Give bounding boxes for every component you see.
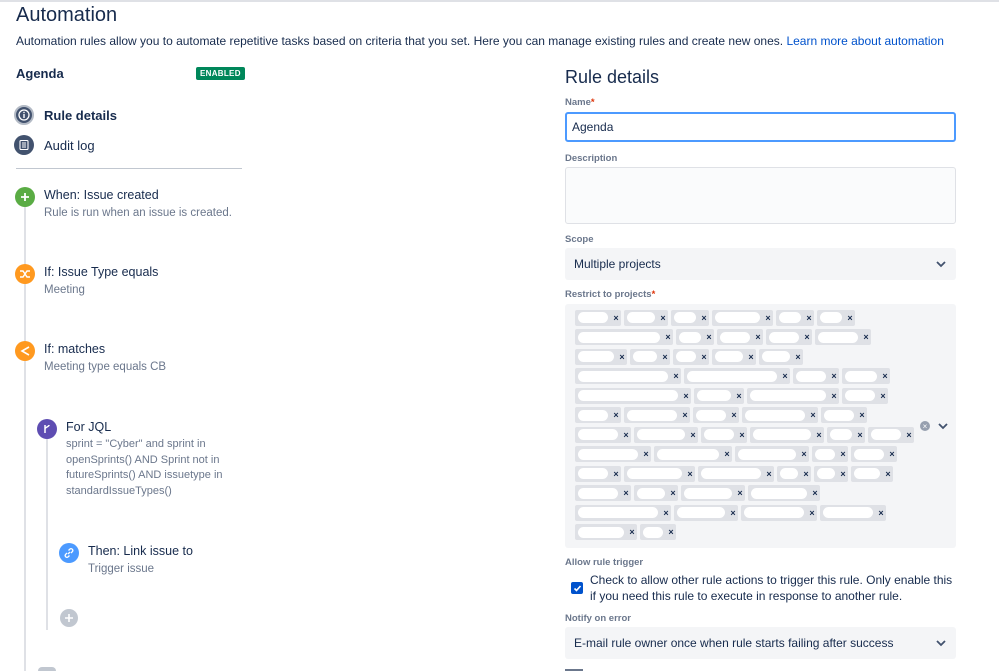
close-icon[interactable]: × <box>857 429 863 440</box>
flow-step-subtitle: Meeting <box>44 284 85 296</box>
close-icon[interactable]: × <box>670 488 676 499</box>
project-tag[interactable] <box>674 505 738 521</box>
close-icon[interactable]: × <box>701 351 707 362</box>
project-tag[interactable] <box>817 310 855 326</box>
close-icon[interactable]: × <box>613 312 619 323</box>
scope-value: Multiple projects <box>574 257 661 271</box>
close-icon[interactable]: × <box>683 390 689 401</box>
project-tag[interactable] <box>827 427 865 443</box>
project-tag[interactable] <box>759 349 803 365</box>
allow-trigger-checkbox[interactable] <box>571 582 583 594</box>
close-icon[interactable]: × <box>803 468 809 479</box>
project-tag[interactable] <box>842 368 890 384</box>
close-icon[interactable]: × <box>660 312 666 323</box>
page-intro <box>16 34 944 48</box>
project-tags <box>575 308 915 542</box>
nav-rule-details[interactable] <box>14 104 117 126</box>
project-tag[interactable] <box>634 427 698 443</box>
flow-step-title: When: Issue created <box>44 188 159 202</box>
project-tag[interactable] <box>712 349 756 365</box>
close-icon[interactable]: × <box>619 351 625 362</box>
plus-icon <box>15 187 35 207</box>
top-border <box>0 0 999 2</box>
close-icon[interactable]: × <box>863 332 869 343</box>
flow-step-condition-issue-type[interactable] <box>15 264 158 298</box>
project-tag[interactable] <box>575 310 621 326</box>
close-icon[interactable]: × <box>810 410 816 421</box>
close-icon[interactable]: × <box>840 449 846 460</box>
close-icon[interactable]: × <box>801 449 807 460</box>
close-icon[interactable]: × <box>736 390 742 401</box>
close-icon[interactable]: × <box>665 332 671 343</box>
project-tag[interactable] <box>624 407 690 423</box>
next-field-label <box>565 667 595 671</box>
page-title: Automation <box>16 4 118 26</box>
project-tag[interactable] <box>851 466 893 482</box>
flow-step-trigger[interactable] <box>15 187 232 221</box>
project-tag[interactable] <box>684 368 790 384</box>
project-tag[interactable] <box>701 427 747 443</box>
flow-step-subtitle: sprint = "Cyber" and sprint in openSprints() AND Sprint not in futureSprints() AND issuetype in standardIssueTypes() <box>66 438 223 497</box>
close-icon[interactable]: × <box>906 429 912 440</box>
project-tag[interactable] <box>812 446 848 462</box>
allow-trigger-field <box>571 572 960 604</box>
close-icon[interactable]: × <box>765 312 771 323</box>
flow-step-title: For JQL <box>66 420 112 434</box>
close-icon[interactable]: × <box>809 507 815 518</box>
close-icon[interactable]: × <box>889 449 895 460</box>
close-icon[interactable]: × <box>806 312 812 323</box>
project-tag[interactable] <box>776 310 814 326</box>
project-tag[interactable] <box>634 485 678 501</box>
project-tag[interactable] <box>814 466 848 482</box>
scope-label: Scope <box>565 234 594 245</box>
close-icon[interactable]: × <box>668 527 674 538</box>
project-tag[interactable] <box>868 427 914 443</box>
name-input[interactable]: Agenda <box>565 112 956 142</box>
flow-step-condition-matches[interactable] <box>15 341 166 375</box>
shuffle-icon <box>15 264 35 284</box>
status-badge: ENABLED <box>196 67 245 80</box>
close-icon[interactable]: × <box>724 449 730 460</box>
project-tag[interactable] <box>575 427 631 443</box>
close-icon[interactable]: × <box>613 468 619 479</box>
project-tag[interactable] <box>815 329 871 345</box>
project-tag[interactable] <box>575 524 637 540</box>
project-tag[interactable] <box>694 388 744 404</box>
project-tag[interactable] <box>624 310 668 326</box>
flow-step-title: If: matches <box>44 342 106 356</box>
add-component-button-lower[interactable] <box>38 667 56 671</box>
project-tag[interactable] <box>851 446 897 462</box>
project-tag[interactable] <box>777 466 811 482</box>
close-icon[interactable]: × <box>812 488 818 499</box>
project-tag[interactable] <box>741 505 817 521</box>
project-tag[interactable] <box>575 485 631 501</box>
restrict-label: Restrict to projects* <box>565 289 656 300</box>
close-icon[interactable]: × <box>643 449 649 460</box>
close-icon[interactable]: × <box>737 488 743 499</box>
project-tag[interactable] <box>630 349 670 365</box>
close-icon[interactable]: × <box>706 332 712 343</box>
close-icon[interactable]: × <box>885 468 891 479</box>
project-tag[interactable] <box>735 446 809 462</box>
info-icon <box>14 105 34 125</box>
close-icon[interactable]: × <box>730 507 736 518</box>
flow-step-title: If: Issue Type equals <box>44 265 159 279</box>
nav-rule-details-label: Rule details <box>44 107 117 123</box>
flow-step-subtitle: Trigger issue <box>88 563 155 575</box>
flow-step-for-jql[interactable] <box>37 419 236 499</box>
nav-divider <box>16 168 242 169</box>
allow-trigger-text: Check to allow other rule actions to trigger this rule. Only enable this if you need this rule to execute in response to another rule. <box>590 573 953 603</box>
check-icon <box>573 584 582 593</box>
rule-name: Agenda <box>16 66 64 81</box>
close-icon[interactable]: × <box>782 371 788 382</box>
close-icon[interactable]: × <box>878 507 884 518</box>
section-title: Rule details <box>565 67 660 87</box>
close-icon[interactable]: × <box>882 371 888 382</box>
project-tag[interactable] <box>748 485 820 501</box>
chevron-down-icon <box>934 636 948 650</box>
project-tag[interactable] <box>575 329 673 345</box>
project-tag[interactable] <box>575 446 651 462</box>
close-icon[interactable]: × <box>687 468 693 479</box>
project-tag[interactable] <box>624 466 695 482</box>
flow-step-title: Then: Link issue to <box>88 544 193 558</box>
chevron-down-icon <box>934 257 948 271</box>
close-icon[interactable]: × <box>880 390 886 401</box>
flow-step-subtitle: Rule is run when an issue is created. <box>44 207 232 219</box>
project-tag[interactable] <box>820 505 886 521</box>
close-icon[interactable]: × <box>831 371 837 382</box>
close-icon[interactable]: × <box>623 429 629 440</box>
notify-value: E-mail rule owner once when rule starts failing after success <box>574 636 894 650</box>
project-tag[interactable] <box>747 388 839 404</box>
close-icon[interactable]: × <box>701 312 707 323</box>
name-label: Name* <box>565 97 595 108</box>
project-tag[interactable] <box>575 505 671 521</box>
plus-icon <box>65 614 73 622</box>
close-icon[interactable]: × <box>766 468 772 479</box>
clear-icon[interactable]: × <box>920 421 930 431</box>
close-icon[interactable]: × <box>859 410 865 421</box>
project-tag[interactable] <box>575 388 691 404</box>
close-icon[interactable]: × <box>682 410 688 421</box>
notify-label: Notify on error <box>565 613 631 624</box>
branch-icon <box>15 341 35 361</box>
project-tag[interactable] <box>842 388 888 404</box>
add-component-button[interactable] <box>60 609 78 627</box>
project-tag[interactable] <box>575 407 621 423</box>
close-icon[interactable]: × <box>847 312 853 323</box>
intro-text: Automation rules allow you to automate repetitive tasks based on criteria that you set. Here you can manage existing rules and create new ones. <box>16 34 784 48</box>
close-icon[interactable]: × <box>831 390 837 401</box>
close-icon[interactable]: × <box>629 527 635 538</box>
project-tag[interactable] <box>676 329 714 345</box>
project-tag[interactable] <box>575 368 681 384</box>
notify-select[interactable] <box>565 627 956 659</box>
learn-more-link[interactable]: Learn more about automation <box>786 34 944 48</box>
project-tag[interactable] <box>698 466 774 482</box>
close-icon[interactable]: × <box>804 332 810 343</box>
list-icon <box>14 135 34 155</box>
close-icon[interactable]: × <box>662 351 668 362</box>
project-tag[interactable] <box>821 407 867 423</box>
flow-step-subtitle: Meeting type equals CB <box>44 361 167 373</box>
close-icon[interactable]: × <box>816 429 822 440</box>
project-tag[interactable] <box>750 427 824 443</box>
project-tag[interactable] <box>717 329 763 345</box>
project-tag[interactable] <box>766 329 812 345</box>
close-icon[interactable]: × <box>690 429 696 440</box>
close-icon[interactable]: × <box>840 468 846 479</box>
project-tag[interactable] <box>693 407 739 423</box>
project-tag[interactable] <box>654 446 732 462</box>
description-textarea[interactable] <box>565 167 956 224</box>
project-tag[interactable] <box>742 407 818 423</box>
close-icon[interactable]: × <box>731 410 737 421</box>
project-tag[interactable] <box>575 466 621 482</box>
project-tag[interactable] <box>575 349 627 365</box>
project-tag[interactable] <box>712 310 773 326</box>
nav-audit-log[interactable] <box>14 134 95 156</box>
project-tag[interactable] <box>673 349 709 365</box>
restrict-projects-multiselect[interactable] <box>565 304 956 548</box>
close-icon[interactable]: × <box>755 332 761 343</box>
project-tag[interactable] <box>671 310 709 326</box>
chevron-down-icon[interactable] <box>936 419 950 433</box>
nav-audit-log-label: Audit log <box>44 137 95 153</box>
close-icon[interactable]: × <box>748 351 754 362</box>
close-icon[interactable]: × <box>673 371 679 382</box>
close-icon[interactable]: × <box>623 488 629 499</box>
fork-icon <box>37 419 57 439</box>
allow-trigger-label: Allow rule trigger <box>565 557 644 568</box>
project-tag[interactable] <box>793 368 839 384</box>
flow-step-action-link[interactable] <box>59 543 193 577</box>
close-icon[interactable]: × <box>613 410 619 421</box>
description-label: Description <box>565 153 618 164</box>
scope-select[interactable] <box>565 248 956 280</box>
close-icon[interactable]: × <box>795 351 801 362</box>
close-icon[interactable]: × <box>739 429 745 440</box>
project-tag[interactable] <box>640 524 676 540</box>
close-icon[interactable]: × <box>663 507 669 518</box>
project-tag[interactable] <box>681 485 745 501</box>
link-icon <box>59 543 79 563</box>
